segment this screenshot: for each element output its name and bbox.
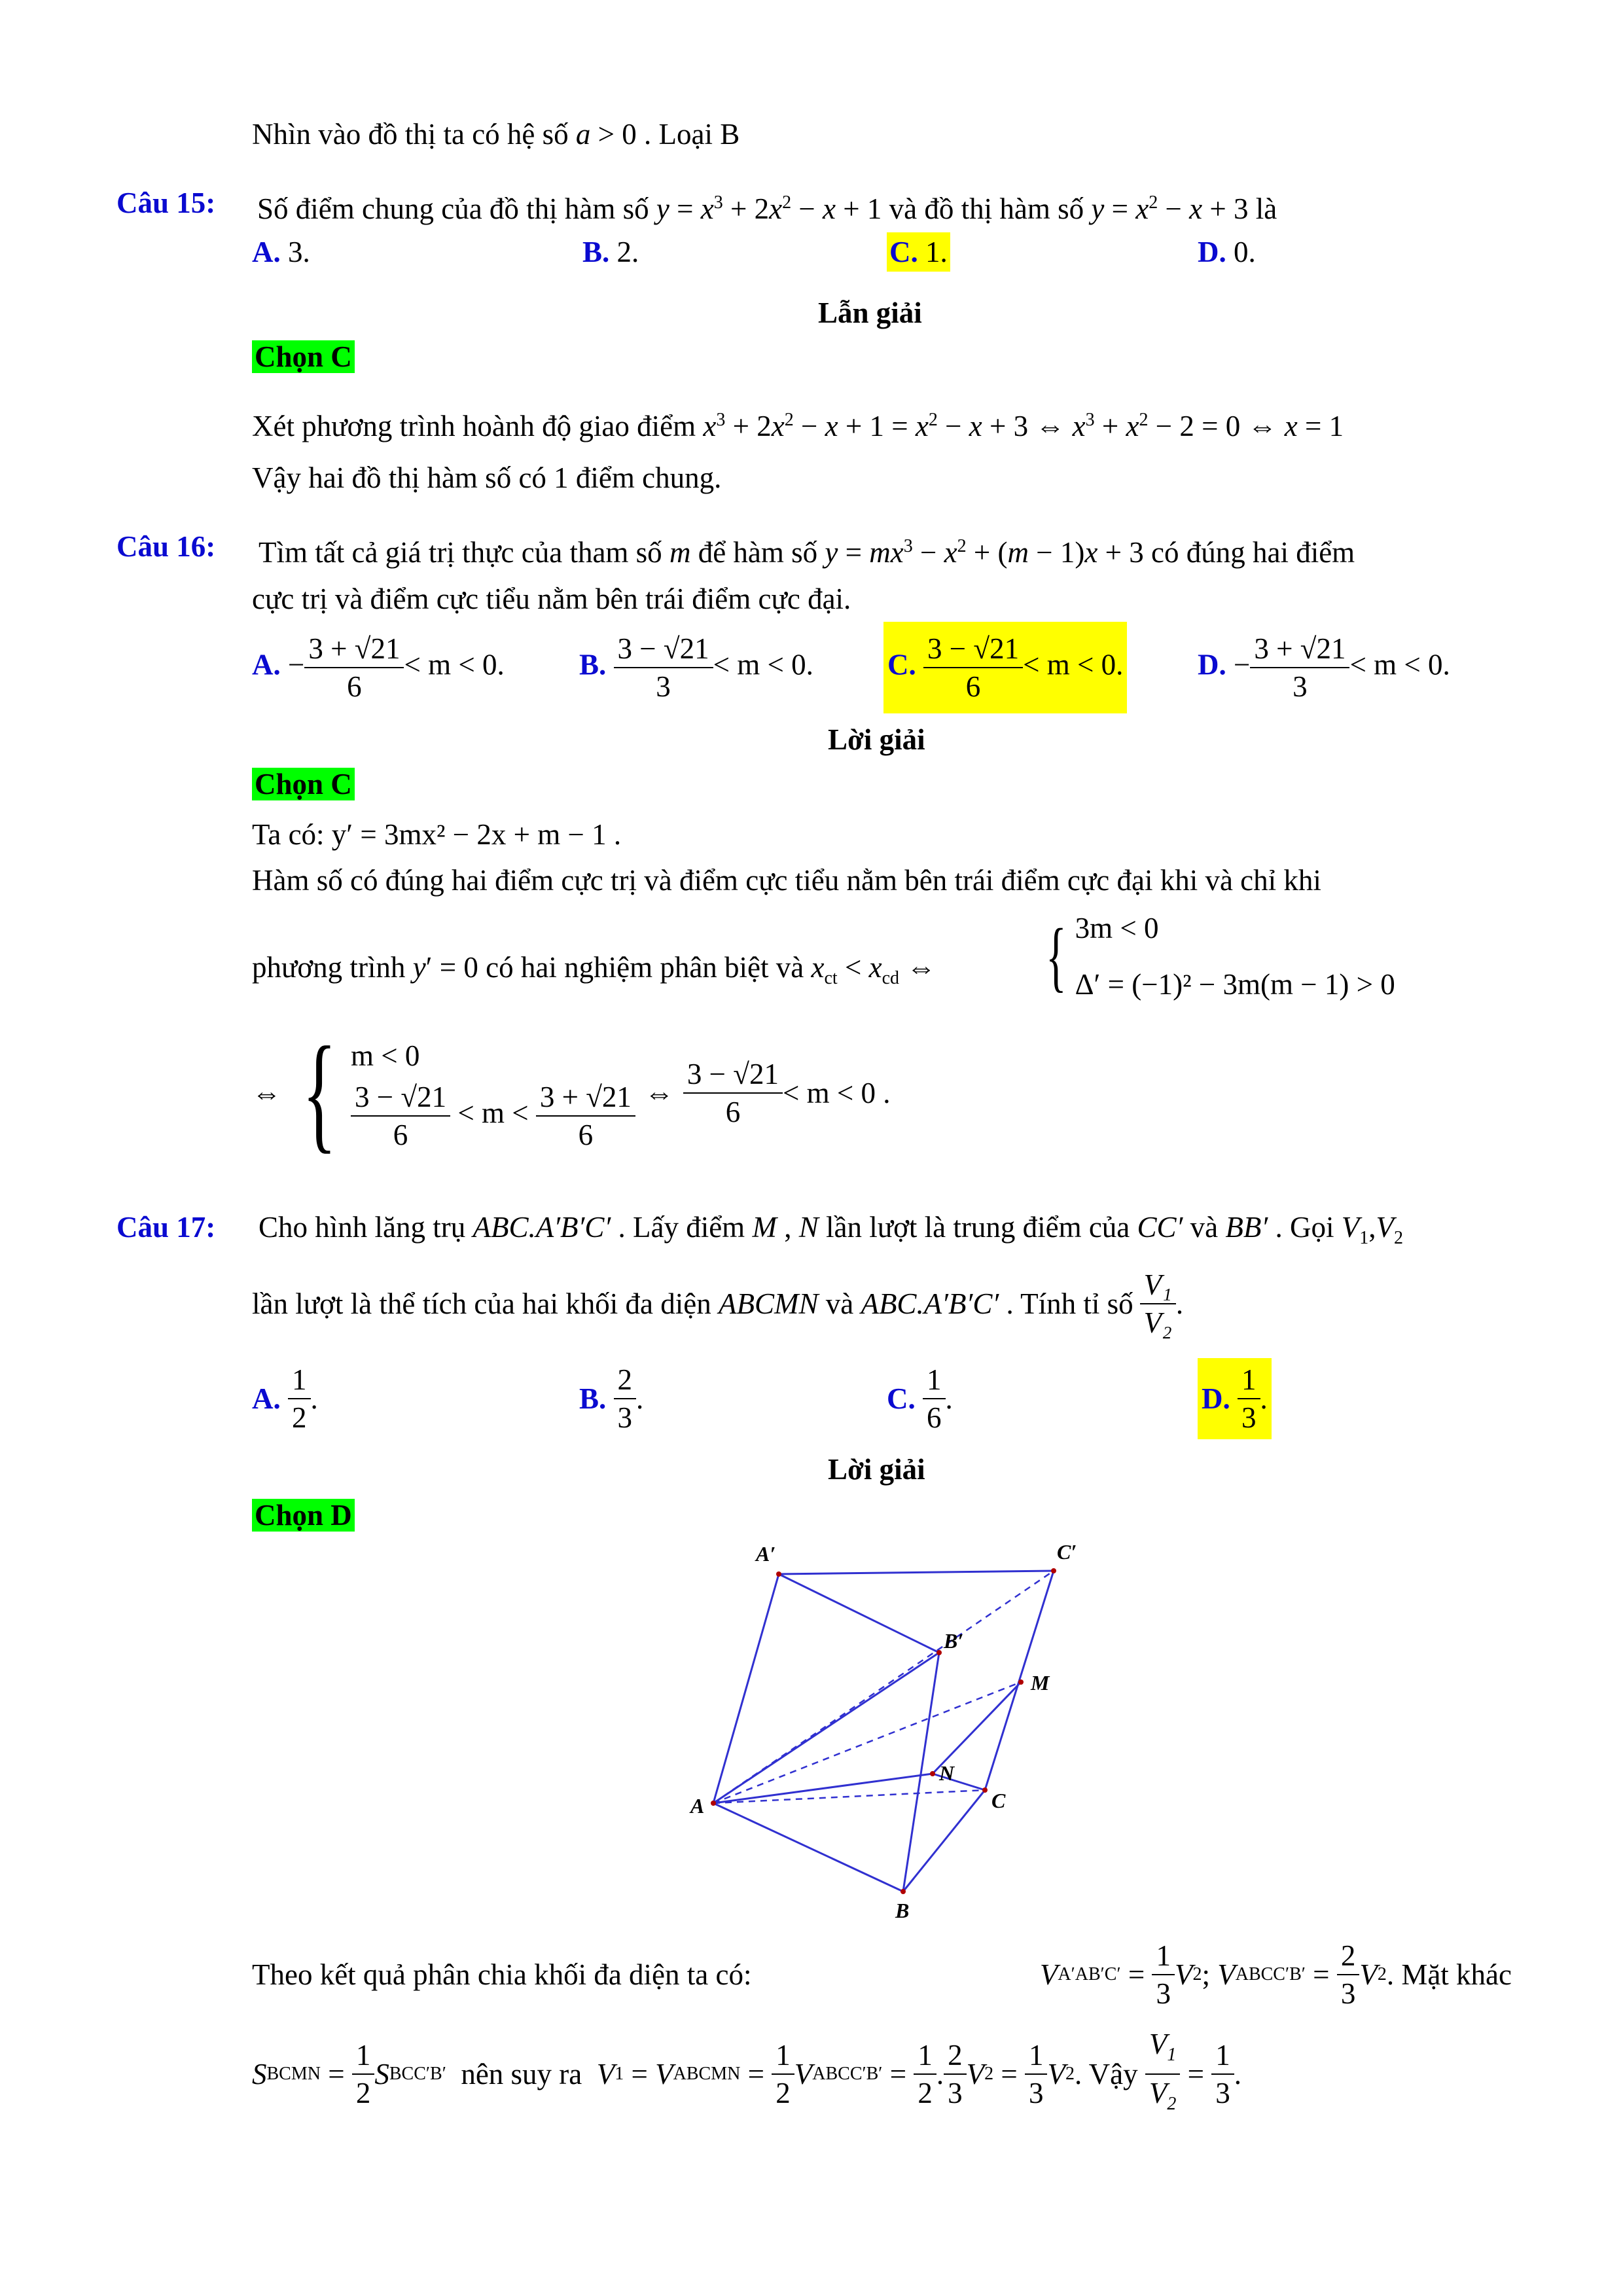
q16-choice: Chọn C [252, 764, 355, 804]
edge-nm [933, 1682, 1021, 1774]
question-17-text: Cho hình lăng trụ ABC.A′B′C′ . Lấy điểm M , N lần lượt là trung điểm của CC′ và BB′ . Gọi $V_1,V_2$ [259, 1211, 1403, 1248]
edge-ac [713, 1790, 985, 1803]
q16-solution-2: Hàm số có đúng hai điểm cực trị và điểm cực tiểu nằm bên trái điểm cực đại khi và chỉ khi [252, 864, 1321, 897]
q17-option-b: B. $\frac{2}{3}$ . [579, 1361, 643, 1436]
q16-system-2: ⇔ { m < 0 $\frac{3 - √21}{6}$ < m < $\frac{3 + √21}{6}$ ⇔ $\frac{3 - √21}{6}$ < m < 0 . [252, 1020, 891, 1165]
q16-option-b: B. $\frac{3 - √21}{3}$ < m < 0. [579, 630, 813, 705]
edge-ab [713, 1803, 903, 1892]
point-c1 [1051, 1568, 1056, 1573]
label-c1: C′ [1057, 1540, 1077, 1564]
edge-a1a [713, 1574, 779, 1803]
question-16-label: Câu 16: [116, 530, 216, 563]
q16-option-d: D. − $\frac{3 + √21}{3}$ < m < 0. [1198, 630, 1450, 705]
edge-a1b1 [779, 1574, 939, 1653]
q16-option-c: C. $\frac{3 - √21}{6}$ < m < 0. [883, 622, 1127, 713]
q15-solution-2: Vậy hai đồ thị hàm số có 1 điểm chung. [252, 461, 722, 494]
q15-solution-title: Lẫn giải [818, 296, 922, 329]
q15-option-a: A. 3. [252, 236, 310, 268]
point-m [1018, 1679, 1024, 1685]
question-15-text: Số điểm chung của đồ thị hàm số $y = x^3 + 2x^2 - x + 1$ và đồ thị hàm số $y = x^2 - x + 3$ là [257, 192, 1277, 225]
point-a1 [776, 1571, 781, 1577]
point-a [711, 1801, 716, 1806]
edge-ac1 [713, 1571, 1054, 1803]
q16-solution-3: phương trình y′ = 0 có hai nghiệm phân biệt và $x_{ct} < x_{cd}$ ⇔ [252, 951, 936, 988]
q15-option-b: B. 2. [582, 236, 639, 268]
q16-solution-1: Ta có: y′ = 3mx² − 2x + m − 1 . [252, 818, 622, 851]
q16-system-1: { 3m < 0 Δ′ = (−1)² − 3m(m − 1) > 0 [1045, 912, 1395, 1001]
intro-line: Nhìn vào đồ thị ta có hệ số a > 0 . Loại B [252, 118, 740, 151]
edge-an [713, 1774, 933, 1803]
question-16-text: Tìm tất cả giá trị thực của tham số m để hàm số $y = mx^3 - x^2 + (m - 1)x + 3$ có đúng hai điểm [259, 536, 1355, 569]
q15-choice: Chọn C [252, 337, 355, 376]
q15-solution-1: Xét phương trình hoành độ giao điểm $x^3 + 2x^2 - x + 1 = x^2 - x + 3$ ⇔ $x^3 + x^2 - 2 = 0$ ⇔ x = 1 [252, 410, 1344, 442]
question-17-label: Câu 17: [116, 1211, 216, 1244]
label-a: A [690, 1794, 705, 1818]
q17-solution-1: Theo kết quả phân chia khối đa diện ta có: V A′AB′C′ = $\frac{1}{3}$ V 2 ; V ABCC′B′ = $\frac{2}{3}$ V 2 . Mặt khác [252, 1937, 1512, 2012]
label-c: C [991, 1789, 1006, 1812]
q17-choice: Chọn D [252, 1496, 355, 1535]
prism-figure [674, 1525, 1132, 1918]
point-n [930, 1771, 935, 1776]
question-15-label: Câu 15: [116, 187, 216, 219]
q17-option-d: D. $\frac{1}{3}$ . [1198, 1358, 1272, 1439]
q17-option-c: C. $\frac{1}{6}$ . [887, 1361, 953, 1436]
question-16-text-2: cực trị và điểm cực tiểu nằm bên trái điểm cực đại. [252, 583, 851, 615]
edge-a1c1 [779, 1571, 1054, 1574]
q16-option-a: A. − $\frac{3 + √21}{6}$ < m < 0. [252, 630, 505, 705]
q17-solution-2: S BCMN = $\frac{1}{2}$ S BCC′B′ nên suy ra V 1 = V ABCMN = $\frac{1}{2}$ V ABCC′B′ = $\frac{1}{2}$ . $\frac{2}{3}$ V 2 = $\frac{1}{3}$ V 2 . Vậy $\frac{V_1}{V_2}$ = $\frac{1}{3}$ . [252, 2026, 1241, 2123]
q16-solution-title: Lời giải [828, 723, 925, 756]
q15-option-d: D. 0. [1198, 236, 1256, 268]
q17-solution-title: Lời giải [828, 1453, 925, 1486]
point-b1 [936, 1650, 942, 1655]
point-b [901, 1889, 906, 1894]
label-m: M [1031, 1671, 1050, 1695]
label-n: N [939, 1761, 955, 1785]
question-17-text-2: lần lượt là thể tích của hai khối đa diện ABCMN và ABC.A′B′C′ . Tính tỉ số $\frac{\text{V₁}}{\text{V₂}}$ . [252, 1266, 1183, 1341]
point-c [982, 1787, 988, 1793]
label-b1: B′ [944, 1629, 964, 1653]
label-a1: A′ [756, 1542, 776, 1566]
q17-option-a: A. $\frac{1}{2}$ . [252, 1361, 318, 1436]
q15-option-c: C. 1. [887, 232, 950, 272]
label-b: B [895, 1899, 910, 1918]
